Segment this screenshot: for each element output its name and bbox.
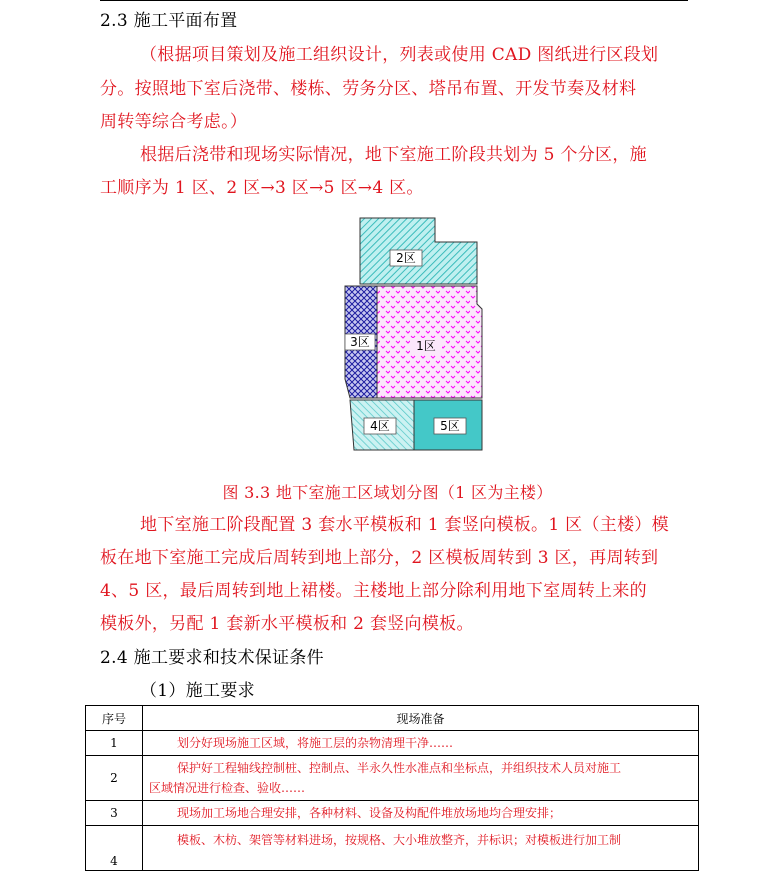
row-no: 4 [86, 826, 143, 871]
row-text: 保护好工程轴线控制桩、控制点、半永久性水准点和坐标点，并组织技术人员对施工 [177, 761, 622, 775]
table-row [86, 826, 699, 871]
para2-line-3: 4、5 区，最后周转到地上裙楼。主楼地上部分除利用地下室周转上来的 [100, 581, 647, 601]
header-no: 序号 [86, 706, 143, 731]
table-row [86, 731, 699, 756]
row-text: 划分好现场施工区域，将施工层的杂物清理干净…… [177, 736, 454, 750]
para1-line-1: 根据后浇带和现场实际情况，地下室施工阶段共划为 5 个分区，施 [140, 145, 647, 165]
para2-line-4: 模板外，另配 1 套新水平模板和 2 套竖向模板。 [100, 614, 474, 634]
row-text-cont: 区域情况进行检查、验收…… [149, 781, 306, 795]
section-heading-2-4: 2.4 施工要求和技术保证条件 [100, 648, 324, 668]
zone-5-label: 5区 [440, 419, 460, 433]
para1-line-2: 工顺序为 1 区、2 区→3 区→5 区→4 区。 [100, 178, 424, 198]
row-text: 现场加工场地合理安排，各种材料、设备及构配件堆放场地均合理安排； [177, 806, 562, 820]
note-line-2: 分。按照地下室后浇带、楼栋、劳务分区、塔吊布置、开发节奏及材料 [100, 79, 637, 99]
requirements-table [85, 705, 699, 871]
zone-2-label: 2区 [396, 251, 416, 265]
para2-line-1: 地下室施工阶段配置 3 套水平模板和 1 套竖向模板。1 区（主楼）模 [140, 515, 669, 535]
zone-1-label: 1区 [416, 339, 436, 353]
row-no: 1 [86, 731, 143, 756]
header-content: 现场准备 [143, 706, 699, 731]
zone-division-diagram [340, 214, 490, 454]
row-no: 2 [86, 756, 143, 801]
note-line-1: （根据项目策划及施工组织设计，列表或使用 CAD 图纸进行区段划 [140, 45, 659, 65]
zone-3-label: 3区 [350, 335, 370, 349]
para2-line-2: 板在地下室施工完成后周转到地上部分，2 区模板周转到 3 区，再周转到 [100, 548, 659, 568]
row-text: 模板、木枋、架管等材料进场，按规格、大小堆放整齐，并标识；对模板进行加工制 [177, 833, 622, 847]
top-rule [100, 0, 688, 1]
figure-caption: 图 3.3 地下室施工区域划分图（1 区为主楼） [222, 483, 553, 502]
table-row [86, 756, 699, 801]
table-header-row [86, 706, 699, 731]
sub-heading-requirements: （1）施工要求 [140, 681, 255, 701]
table-row [86, 801, 699, 826]
row-no: 3 [86, 801, 143, 826]
section-heading-2-3: 2.3 施工平面布置 [100, 11, 238, 31]
zone-4-label: 4区 [370, 419, 390, 433]
note-line-3: 周转等综合考虑。） [100, 112, 248, 132]
